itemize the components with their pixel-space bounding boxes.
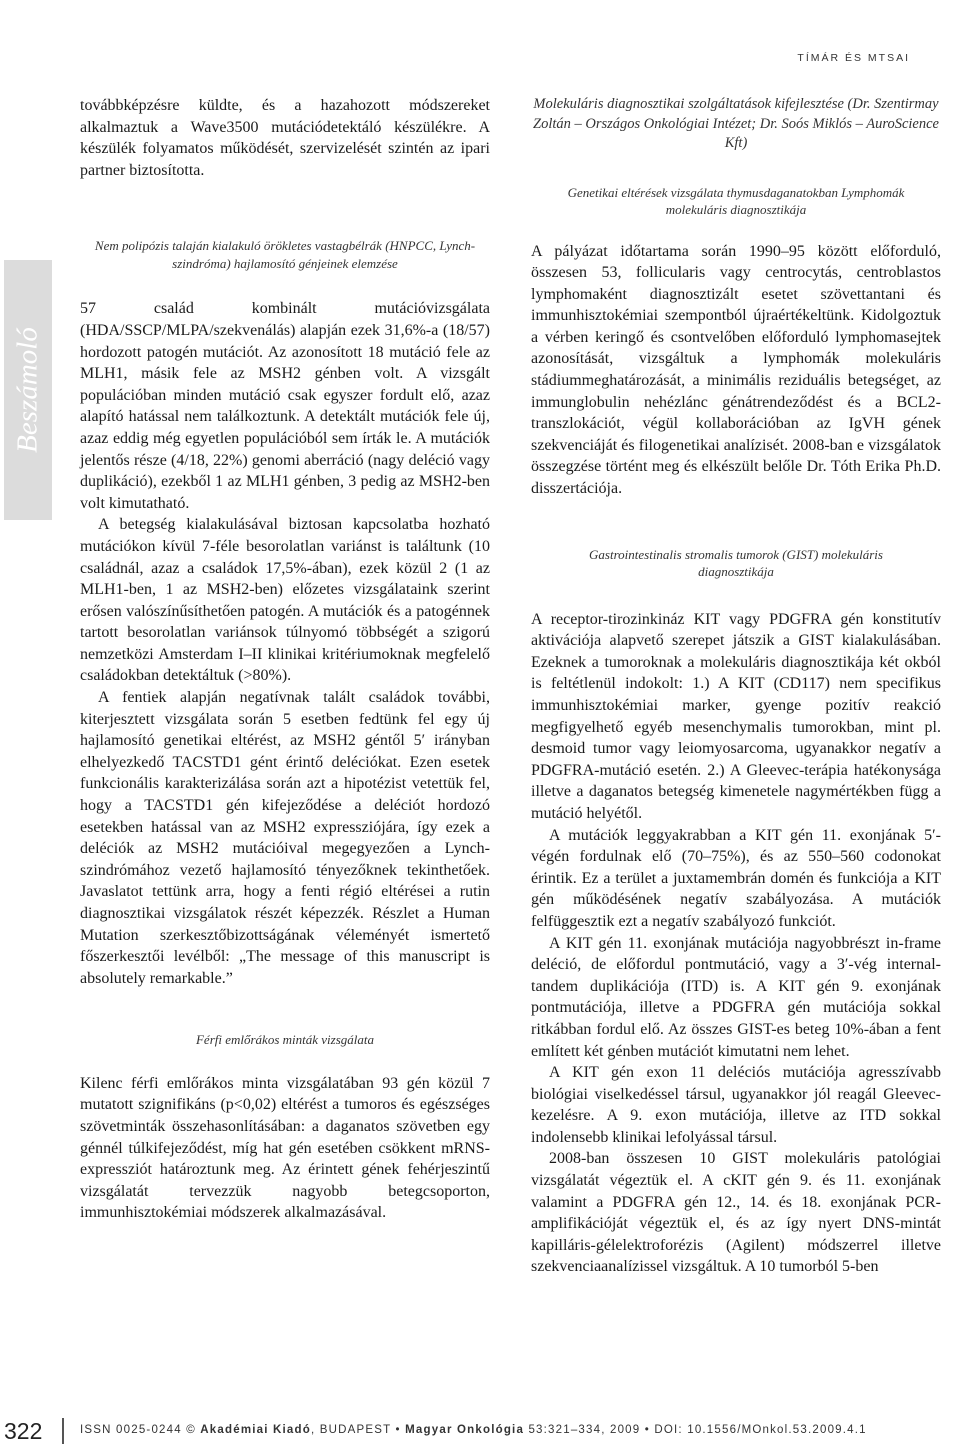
left-paragraph-3: A betegség kialakulásával biztosan kapcsolatba hozható mutációkon kívül 7-féle besorolatlan variánst is találtunk (10 családnál, azaz a családok 17,5%-ában), ezek közül 2 (1 az MLH1-ben, 1 az MSH2-ben) előzetes vizsgálataink szerint erősen valószínűsíthetően patogén. A mutációk és a patogénnek tartott besorolatlan variánsok túlnyomó többségét a szigorú nemzetközi Amsterdam I–II klinikai kritériumoknak megfelelő családokban detektáltuk (>80%). [80,516,490,685]
section-side-tab [4,260,52,520]
footer-volume-doi: 53:321–334, 2009 • DOI: 10.1556/MOnkol.53.2009.4.1 [524,1424,867,1436]
footer-publisher: Akadémiai Kiadó [200,1424,311,1436]
side-tab-label: Beszámoló [11,327,44,453]
right-column [531,95,941,1278]
left-paragraph-5: Kilenc férfi emlőrákos minta vizsgálatában 93 gén közül 7 mutatott szignifikáns (p<0,02) eltérést a tumoros és egészséges szövetminták összehasonlításában: a daganatos szövetben egy génnél túlkifejeződést, míg hat gén esetében csökkent mRNS-expressziót határoztunk meg. Az érintett gének fehérjeszintű vizsgálatát tervezzük nagyobb betegcsoporton, immunhisztokémiai módszerek alkalmazásával. [80,1074,490,1222]
section-title-hnpcc: Nem polipózis talaján kialakuló örökletes vastagbélrák (HNPCC, Lynch-szindróma) hajlamosító génjeinek elemzése [94,238,476,271]
page-number: 322 [4,1418,43,1444]
left-paragraph-4: A fentiek alapján negatívnak talált családok további, kiterjesztett vizsgálata során 5 esetben fedtünk fel egy új hajlamosító genetikai eltérést, az MSH2 géntől 5′ irányban elhelyezkedő TACSTD1 gént érintő deléciókat. Ezen esetek funkcionális karakterizálása során azt a hipotézist vetettük fel, hogy a TACSTD1 gén kifejeződése a deléciót hordozó esetekben hatással van az MSH2 expressziójára, így ezek a deléciók az MSH2 mutációival megegyezően a Lynch-szindrómához vezető hajlamosító tényezőknek tekinthetőek. Javaslatot tettünk arra, hogy a fenti régió eltérései a rutin diagnosztikai vizsgálatok részét képezzék. Részlet a Human Mutation szerkesztőbizottságának véleményét ismertető főszerkesztői levélből: „The message of this manuscript is absolutely remarkable.” [80,689,490,987]
page-footer [0,1414,960,1452]
section-title-male-breast-cancer: Férfi emlőrákos minták vizsgálata [195,1032,374,1048]
right-paragraph-6: 2008-ban összesen 10 GIST molekuláris patológiai vizsgálatát végeztük el. A cKIT gén 9. és 11. exonjának valamint a PDGFRA gén 12., 14. és 18. exonjának PCR-amplifikációját végeztük el, és az így nyert DNS-mintát kapilláris-gélelektroforézis (Agilent) módszerrel illetve szekvenciaanalízissel vizsgáltuk. A 10 tumorból 5-ben [531,1150,941,1276]
footer-city: , BUDAPEST • [310,1424,406,1436]
left-column [80,95,490,1224]
footer-citation [80,1424,867,1436]
left-paragraph-1: továbbképzésre küldte, és a hazahozott módszereket alkalmaztuk a Wave3500 mutációdetektáló készülékre. A készülék folyamatos működését, szervizelését szintén az ipari partner biztosította. [80,97,490,179]
right-paragraph-3: A mutációk leggyakrabban a KIT gén 11. exonjának 5′-végén fordulnak elő (70–75%), és az 550–560 codonokat érintik. Ez a terület a juxtamembrán domén és funkciója a KIT gén működésének negatív szabályozása. A mutációk felfüggesztik ezt a negatív szabályozó funkciót. [531,826,941,930]
section-title-gist: Gastrointestinalis stromalis tumorok (GIST) molekuláris diagnosztikája [589,546,883,580]
right-paragraph-5: A KIT gén exon 11 deléciós mutációja agresszívabb biológiai viselkedéssel társul, ugyanakkor jól reagál Gleevec-kezelésre. A 9. exon mutációja, illetve az ITD sokkal indolensebb klinikai lefolyással társul. [531,1064,941,1146]
footer-divider [62,1418,64,1444]
left-paragraph-2: 57 család kombinált mutációvizsgálata (HDA/SSCP/MLPA/szekvenálás) alapján ezek 31,6%-a (18/57) hordozott patogén mutációt. Az azonosított 18 mutáció fele az MLH1, másik fele az MSH2 génben volt. A vizsgált populációban minden mutáció csak egyszer fordult elő, azaz alapító hatással nem találkoztunk. A detektált mutációk fele új, azaz eddig még egyetlen populációból sem írták le. A mutációk jelentős része (4/18, 22%) genomi aberráció (nagy deléció vagy duplikáció), ezekből 1 az MLH1 génben, 3 pedig az MSH2-ben volt kimutatható. [80,300,490,512]
right-paragraph-1: A pályázat időtartama során 1990–95 között előforduló, összesen 53, follicularis vagy centrocytás, centroblastos lymphomaként diagnosztizált esetet szövettantani és immunhisztokémiai szempontból újraértékeltünk. Kidolgoztuk a vérben keringő és csontvelőben előforduló lymphomasejtek azonosítását, vizsgáltuk a lymphomák molekuláris stádiummeghatározását, a minimális reziduális betegséget, az immunglobulin nehézlánc génátrendeződést és a BCL2-transzlokációt, végül kollaborációban az IgVH gének szekvenciáját és filogenetikai analízisét. 2008-ban e vizsgálatok összegzése történt meg és elkészült belőle Dr. Tóth Erika Ph.D. disszertációja. [531,242,941,498]
right-paragraph-2: A receptor-tirozinkináz KIT vagy PDGFRA gén konstitutív aktivációja alapvető szerepet játszik a GIST kialakulásában. Ezeknek a tumoroknak a molekuláris diagnosztikája két okból is feltétlenül indokolt: 1.) A KIT (CD117) nem specifikus immunhisztokémiai marker, gyenge pozitív reakció megfigyelhető egyéb mesenchymalis tumorokban, mint pl. desmoid tumor vagy leiomyosarcoma, ugyanakkor negatív a PDGFRA-mutáció esetén. 2.) A Gleevec-terápia hatékonysága illetve a daganatos betegség kimenetele nagymértékben függ a mutáció helyétől. [531,610,941,822]
subsection-title-thymus-lymphoma: Genetikai eltérések vizsgálata thymusdaganatokban Lymphomák molekuláris diagnosztikája [567,184,905,217]
footer-issn: ISSN 0025-0244 © [80,1424,201,1436]
section-title-molecular-diagnostics: Molekuláris diagnosztikai szolgáltatások kifejlesztése (Dr. Szentirmay Zoltán – Országos Onkológiai Intézet; Dr. Soós Miklós – AuroScience Kft) [533,96,939,151]
footer-journal: Magyar Onkológia [405,1424,525,1436]
running-head-authors: TÍMÁR ÉS MTSAI [797,52,910,64]
right-paragraph-4: A KIT gén 11. exonjának mutációja nagyobbrészt in-frame deléció, de előfordul pontmutáció, vagy a 3′-vég internal-tandem duplikációja (ITD) is. A KIT gén 9. exonjának pontmutációja, illetve a PDGFRA gén mutációja sokkal ritkábban fordul elő. Az összes GIST-es beteg 10%-ában a fent említett két génben mutációt kimutatni nem lehet. [531,934,941,1060]
